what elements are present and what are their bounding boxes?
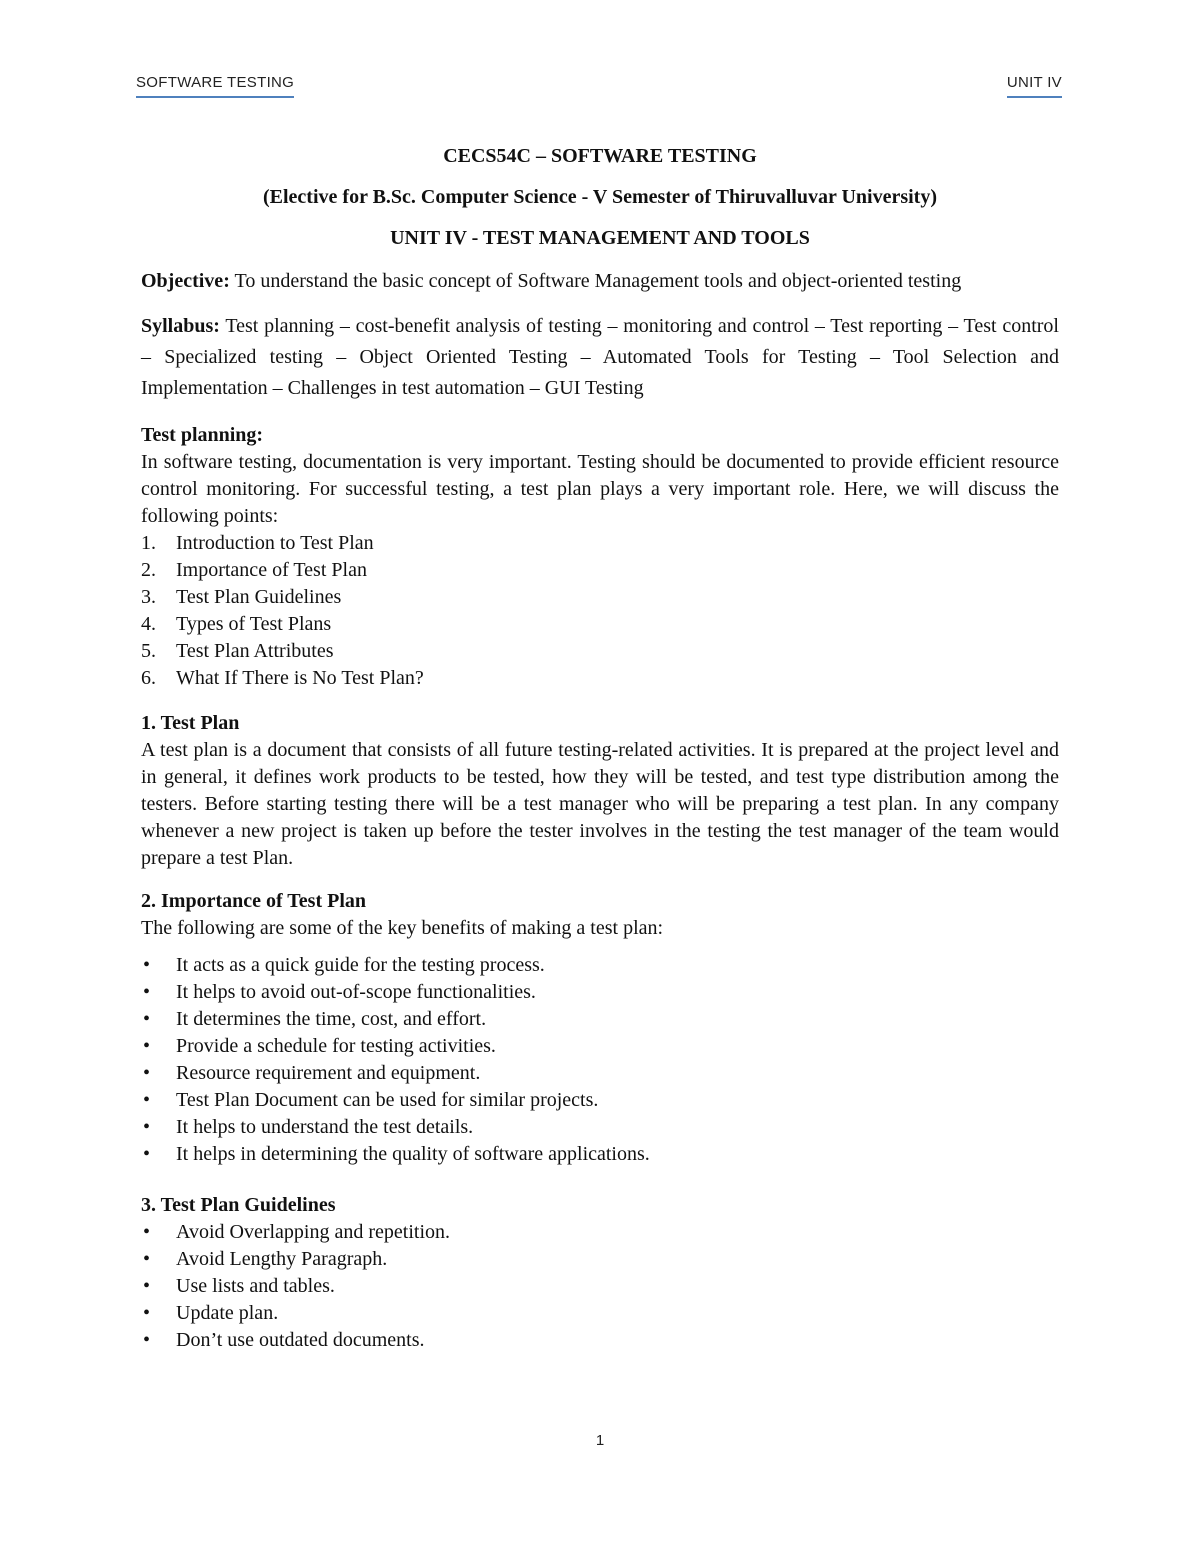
list-number: 2.	[141, 559, 156, 581]
list-text: Provide a schedule for testing activities.	[176, 1035, 496, 1057]
list-text: Don’t use outdated documents.	[176, 1329, 425, 1351]
list-text: It determines the time, cost, and effort.	[176, 1008, 487, 1030]
list-text: Introduction to Test Plan	[176, 532, 374, 554]
page-number: 1	[595, 1432, 605, 1449]
test-planning-heading: Test planning:	[141, 424, 264, 446]
list-text: Test Plan Attributes	[176, 640, 334, 662]
running-header-right: UNIT IV	[1007, 74, 1062, 98]
bullet-icon: •	[143, 1302, 151, 1324]
page-content	[141, 143, 1059, 1354]
list-text: Importance of Test Plan	[176, 559, 367, 581]
bullet-icon: •	[143, 1143, 151, 1165]
list-number: 3.	[141, 586, 156, 608]
list-number: 1.	[141, 532, 156, 554]
syllabus-paragraph	[141, 311, 1059, 404]
bullet-icon: •	[143, 1089, 151, 1111]
section-3-heading: 3. Test Plan Guidelines	[141, 1194, 336, 1216]
list-text: Test Plan Document can be used for similar projects.	[176, 1089, 599, 1111]
list-item	[141, 1087, 1059, 1114]
list-item	[141, 1273, 1059, 1300]
bullet-icon: •	[143, 1248, 151, 1270]
course-title: CECS54C – SOFTWARE TESTING	[443, 145, 757, 167]
list-item	[141, 665, 1059, 692]
section-2-bullets	[141, 952, 1059, 1168]
list-text: Avoid Lengthy Paragraph.	[176, 1248, 388, 1270]
list-item	[141, 1141, 1059, 1168]
list-item	[141, 638, 1059, 665]
bullet-icon: •	[143, 954, 151, 976]
objective-label: Objective:	[141, 270, 230, 292]
list-item	[141, 557, 1059, 584]
list-item	[141, 1114, 1059, 1141]
list-item	[141, 979, 1059, 1006]
list-item	[141, 1033, 1059, 1060]
section-1-text: A test plan is a document that consists of all future testing-related activities. It is prepared at the project level and in general, it defines work products to be tested, how they will be tested, and test type distribution among the testers. Before starting testing there will be a test manager who will be preparing a test plan. In any company whenever a new project is taken up before the tester involves in the testing the test manager of the team would prepare a test Plan.	[141, 739, 1059, 869]
objective-paragraph	[141, 268, 1059, 295]
list-text: Use lists and tables.	[176, 1275, 335, 1297]
list-item	[141, 1300, 1059, 1327]
bullet-icon: •	[143, 1221, 151, 1243]
section-2-heading: 2. Importance of Test Plan	[141, 890, 366, 912]
section-1-heading: 1. Test Plan	[141, 712, 240, 734]
objective-text: To understand the basic concept of Software Management tools and object-oriented testing	[229, 270, 962, 292]
list-item	[141, 611, 1059, 638]
list-text: Test Plan Guidelines	[176, 586, 342, 608]
list-item	[141, 584, 1059, 611]
list-text: Update plan.	[176, 1302, 279, 1324]
list-number: 4.	[141, 613, 156, 635]
syllabus-text: Test planning – cost-benefit analysis of testing – monitoring and control – Test reporting – Test control – Specialized testing – Object Oriented Testing – Automated Tools for Testing – Tool Selection and Implementation – Challenges in test automation – GUI Testing	[141, 315, 1059, 399]
list-text: Avoid Overlapping and repetition.	[176, 1221, 451, 1243]
course-subtitle: (Elective for B.Sc. Computer Science - V Semester of Thiruvalluvar University)	[263, 186, 937, 208]
bullet-icon: •	[143, 1062, 151, 1084]
section-2-intro: The following are some of the key benefits of making a test plan:	[141, 917, 664, 939]
list-number: 6.	[141, 667, 156, 689]
list-number: 5.	[141, 640, 156, 662]
bullet-icon: •	[143, 1035, 151, 1057]
list-text: It helps to avoid out-of-scope functionalities.	[176, 981, 536, 1003]
syllabus-label: Syllabus:	[141, 315, 220, 337]
bullet-icon: •	[143, 1275, 151, 1297]
bullet-icon: •	[143, 1008, 151, 1030]
list-item	[141, 1006, 1059, 1033]
section-3-bullets	[141, 1219, 1059, 1354]
list-text: It helps to understand the test details.	[176, 1116, 474, 1138]
list-text: It helps in determining the quality of software applications.	[176, 1143, 650, 1165]
list-item	[141, 1219, 1059, 1246]
list-text: What If There is No Test Plan?	[176, 667, 424, 689]
list-text: Types of Test Plans	[176, 613, 332, 635]
list-item	[141, 952, 1059, 979]
test-planning-list	[141, 530, 1059, 692]
list-text: It acts as a quick guide for the testing process.	[176, 954, 545, 976]
list-text: Resource requirement and equipment.	[176, 1062, 481, 1084]
running-header-left: SOFTWARE TESTING	[136, 74, 294, 98]
list-item	[141, 1327, 1059, 1354]
list-item	[141, 1246, 1059, 1273]
bullet-icon: •	[143, 981, 151, 1003]
list-item	[141, 530, 1059, 557]
unit-title: UNIT IV - TEST MANAGEMENT AND TOOLS	[390, 227, 810, 249]
bullet-icon: •	[143, 1116, 151, 1138]
list-item	[141, 1060, 1059, 1087]
test-planning-intro: In software testing, documentation is very important. Testing should be documented to provide efficient resource control monitoring. For successful testing, a test plan plays a very important role. Here, we will discuss the following points:	[141, 451, 1059, 527]
bullet-icon: •	[143, 1329, 151, 1351]
